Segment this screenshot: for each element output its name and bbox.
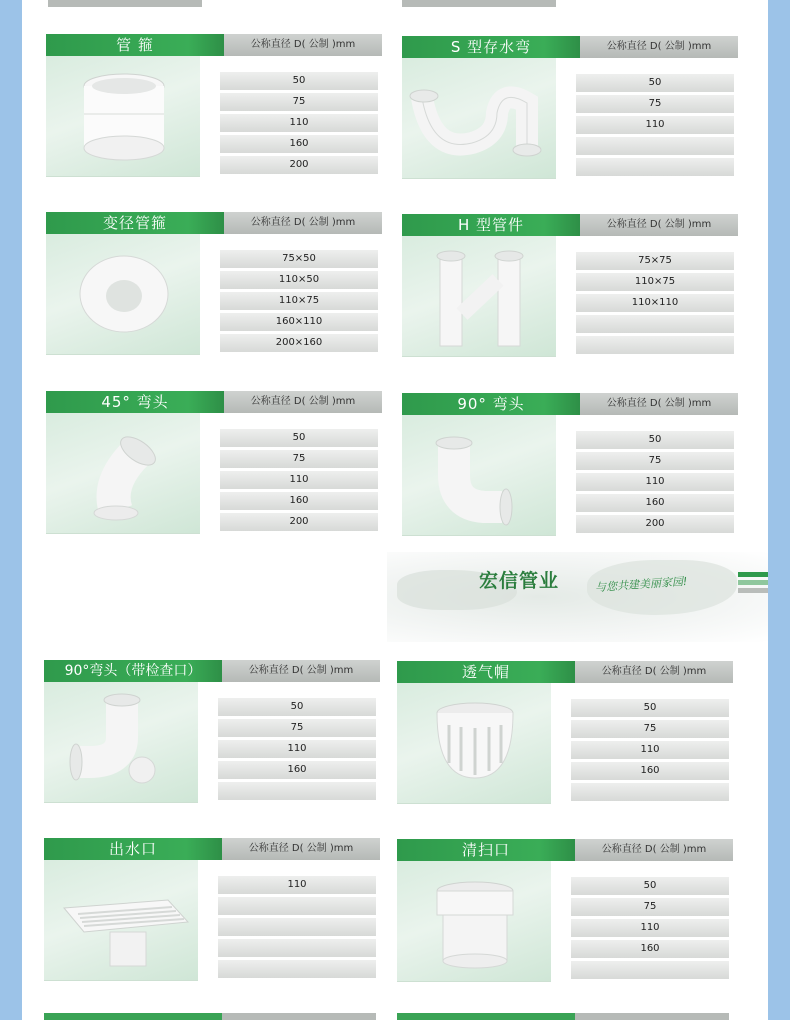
product-image xyxy=(402,58,556,179)
size-list xyxy=(220,72,378,177)
size-row: 75 xyxy=(571,898,729,916)
product-title: 管 箍 xyxy=(46,34,224,56)
size-row: 110×75 xyxy=(220,292,378,310)
size-header: 公称直径 D( 公制 )mm xyxy=(580,36,738,58)
product-title: H 型管件 xyxy=(402,214,580,236)
cut-row-top-left xyxy=(48,0,202,7)
size-list xyxy=(218,698,376,803)
product-card-90-elbow xyxy=(402,393,738,543)
product-image xyxy=(397,861,551,982)
brand-stripes xyxy=(738,572,768,596)
cut-row-top-right xyxy=(402,0,556,7)
size-header: 公称直径 D( 公制 )mm xyxy=(222,660,380,682)
size-row-empty xyxy=(576,315,734,333)
size-row: 50 xyxy=(218,698,376,716)
size-row: 200 xyxy=(220,156,378,174)
size-row: 110 xyxy=(571,919,729,937)
size-row: 110 xyxy=(576,473,734,491)
size-row: 200 xyxy=(220,513,378,531)
size-list xyxy=(220,250,378,355)
size-row: 75 xyxy=(576,95,734,113)
product-title: 清扫口 xyxy=(397,839,575,861)
product-image xyxy=(46,413,200,534)
size-row: 110 xyxy=(218,740,376,758)
product-card-coupling xyxy=(46,34,382,184)
size-row: 110 xyxy=(220,114,378,132)
product-image xyxy=(402,236,556,357)
product-card-reducer xyxy=(46,212,382,362)
cut-title-bottom-left xyxy=(44,1013,222,1020)
size-list xyxy=(218,876,376,981)
product-image xyxy=(44,682,198,803)
size-row: 110×75 xyxy=(576,273,734,291)
size-row: 110 xyxy=(576,116,734,134)
product-title: 90° 弯头 xyxy=(402,393,580,415)
catalog-page xyxy=(22,0,768,1020)
size-list xyxy=(220,429,378,534)
product-title: S 型存水弯 xyxy=(402,36,580,58)
cleanout-image xyxy=(397,861,551,981)
brand-name: 宏信管业 xyxy=(479,570,560,592)
size-row: 75×75 xyxy=(576,252,734,270)
size-row: 160×110 xyxy=(220,313,378,331)
size-row: 160 xyxy=(220,135,378,153)
size-row: 110 xyxy=(571,741,729,759)
product-title: 90°弯头（带检查口） xyxy=(44,660,222,682)
size-row-empty xyxy=(218,782,376,800)
size-header: 公称直径 D( 公制 )mm xyxy=(580,393,738,415)
90-elbow-inspection-image xyxy=(44,682,198,802)
size-row: 50 xyxy=(220,72,378,90)
size-list xyxy=(571,699,729,804)
size-row-empty xyxy=(571,783,729,801)
size-row-empty xyxy=(571,961,729,979)
cut-header-bottom-right xyxy=(575,1013,729,1020)
size-list xyxy=(576,74,734,179)
product-card-cleanout xyxy=(397,839,733,989)
size-row: 50 xyxy=(576,74,734,92)
size-header: 公称直径 D( 公制 )mm xyxy=(575,839,733,861)
size-list xyxy=(571,877,729,982)
size-row: 160 xyxy=(220,492,378,510)
coupling-image xyxy=(46,56,200,176)
vent-cap-image xyxy=(397,683,551,803)
product-title: 45° 弯头 xyxy=(46,391,224,413)
size-row-empty xyxy=(576,158,734,176)
size-row: 75×50 xyxy=(220,250,378,268)
product-card-floor-drain xyxy=(44,838,380,988)
size-list xyxy=(576,252,734,357)
product-image xyxy=(46,234,200,355)
cut-header-bottom-left xyxy=(222,1013,376,1020)
cut-title-bottom-right xyxy=(397,1013,575,1020)
product-image xyxy=(44,860,198,981)
product-title: 变径管箍 xyxy=(46,212,224,234)
product-card-vent-cap xyxy=(397,661,733,811)
product-title: 透气帽 xyxy=(397,661,575,683)
size-row: 110×110 xyxy=(576,294,734,312)
size-header: 公称直径 D( 公制 )mm xyxy=(224,34,382,56)
size-row: 160 xyxy=(218,761,376,779)
size-row: 75 xyxy=(218,719,376,737)
h-fitting-image xyxy=(402,236,556,356)
brand-banner xyxy=(387,552,768,642)
size-row: 75 xyxy=(220,450,378,468)
size-row-empty xyxy=(218,918,376,936)
size-list xyxy=(576,431,734,536)
90-elbow-image xyxy=(402,415,556,535)
size-row: 160 xyxy=(576,494,734,512)
product-title: 出水口 xyxy=(44,838,222,860)
size-row: 110×50 xyxy=(220,271,378,289)
product-card-90-elbow-inspection xyxy=(44,660,380,810)
reducer-image xyxy=(46,234,200,354)
size-row-empty xyxy=(576,137,734,155)
size-row-empty xyxy=(218,897,376,915)
size-row: 75 xyxy=(220,93,378,111)
size-row-empty xyxy=(576,336,734,354)
45-elbow-image xyxy=(46,413,200,533)
product-card-h-fitting xyxy=(402,214,738,364)
size-row: 50 xyxy=(571,877,729,895)
size-row: 50 xyxy=(576,431,734,449)
size-row: 160 xyxy=(571,762,729,780)
size-row: 50 xyxy=(571,699,729,717)
size-header: 公称直径 D( 公制 )mm xyxy=(224,391,382,413)
product-image xyxy=(402,415,556,536)
size-row: 200 xyxy=(576,515,734,533)
size-header: 公称直径 D( 公制 )mm xyxy=(224,212,382,234)
size-row: 110 xyxy=(218,876,376,894)
size-header: 公称直径 D( 公制 )mm xyxy=(580,214,738,236)
size-row: 75 xyxy=(576,452,734,470)
s-trap-image xyxy=(402,58,556,178)
size-row-empty xyxy=(218,939,376,957)
size-row: 75 xyxy=(571,720,729,738)
size-header: 公称直径 D( 公制 )mm xyxy=(575,661,733,683)
size-row: 160 xyxy=(571,940,729,958)
size-row-empty xyxy=(218,960,376,978)
product-image xyxy=(46,56,200,177)
floor-drain-image xyxy=(44,860,198,980)
product-card-s-trap xyxy=(402,36,738,186)
brand-slogan: 与您共建美丽家园! xyxy=(594,574,688,595)
product-card-45-elbow xyxy=(46,391,382,541)
size-row: 50 xyxy=(220,429,378,447)
product-image xyxy=(397,683,551,804)
size-row: 200×160 xyxy=(220,334,378,352)
size-header: 公称直径 D( 公制 )mm xyxy=(222,838,380,860)
size-row: 110 xyxy=(220,471,378,489)
